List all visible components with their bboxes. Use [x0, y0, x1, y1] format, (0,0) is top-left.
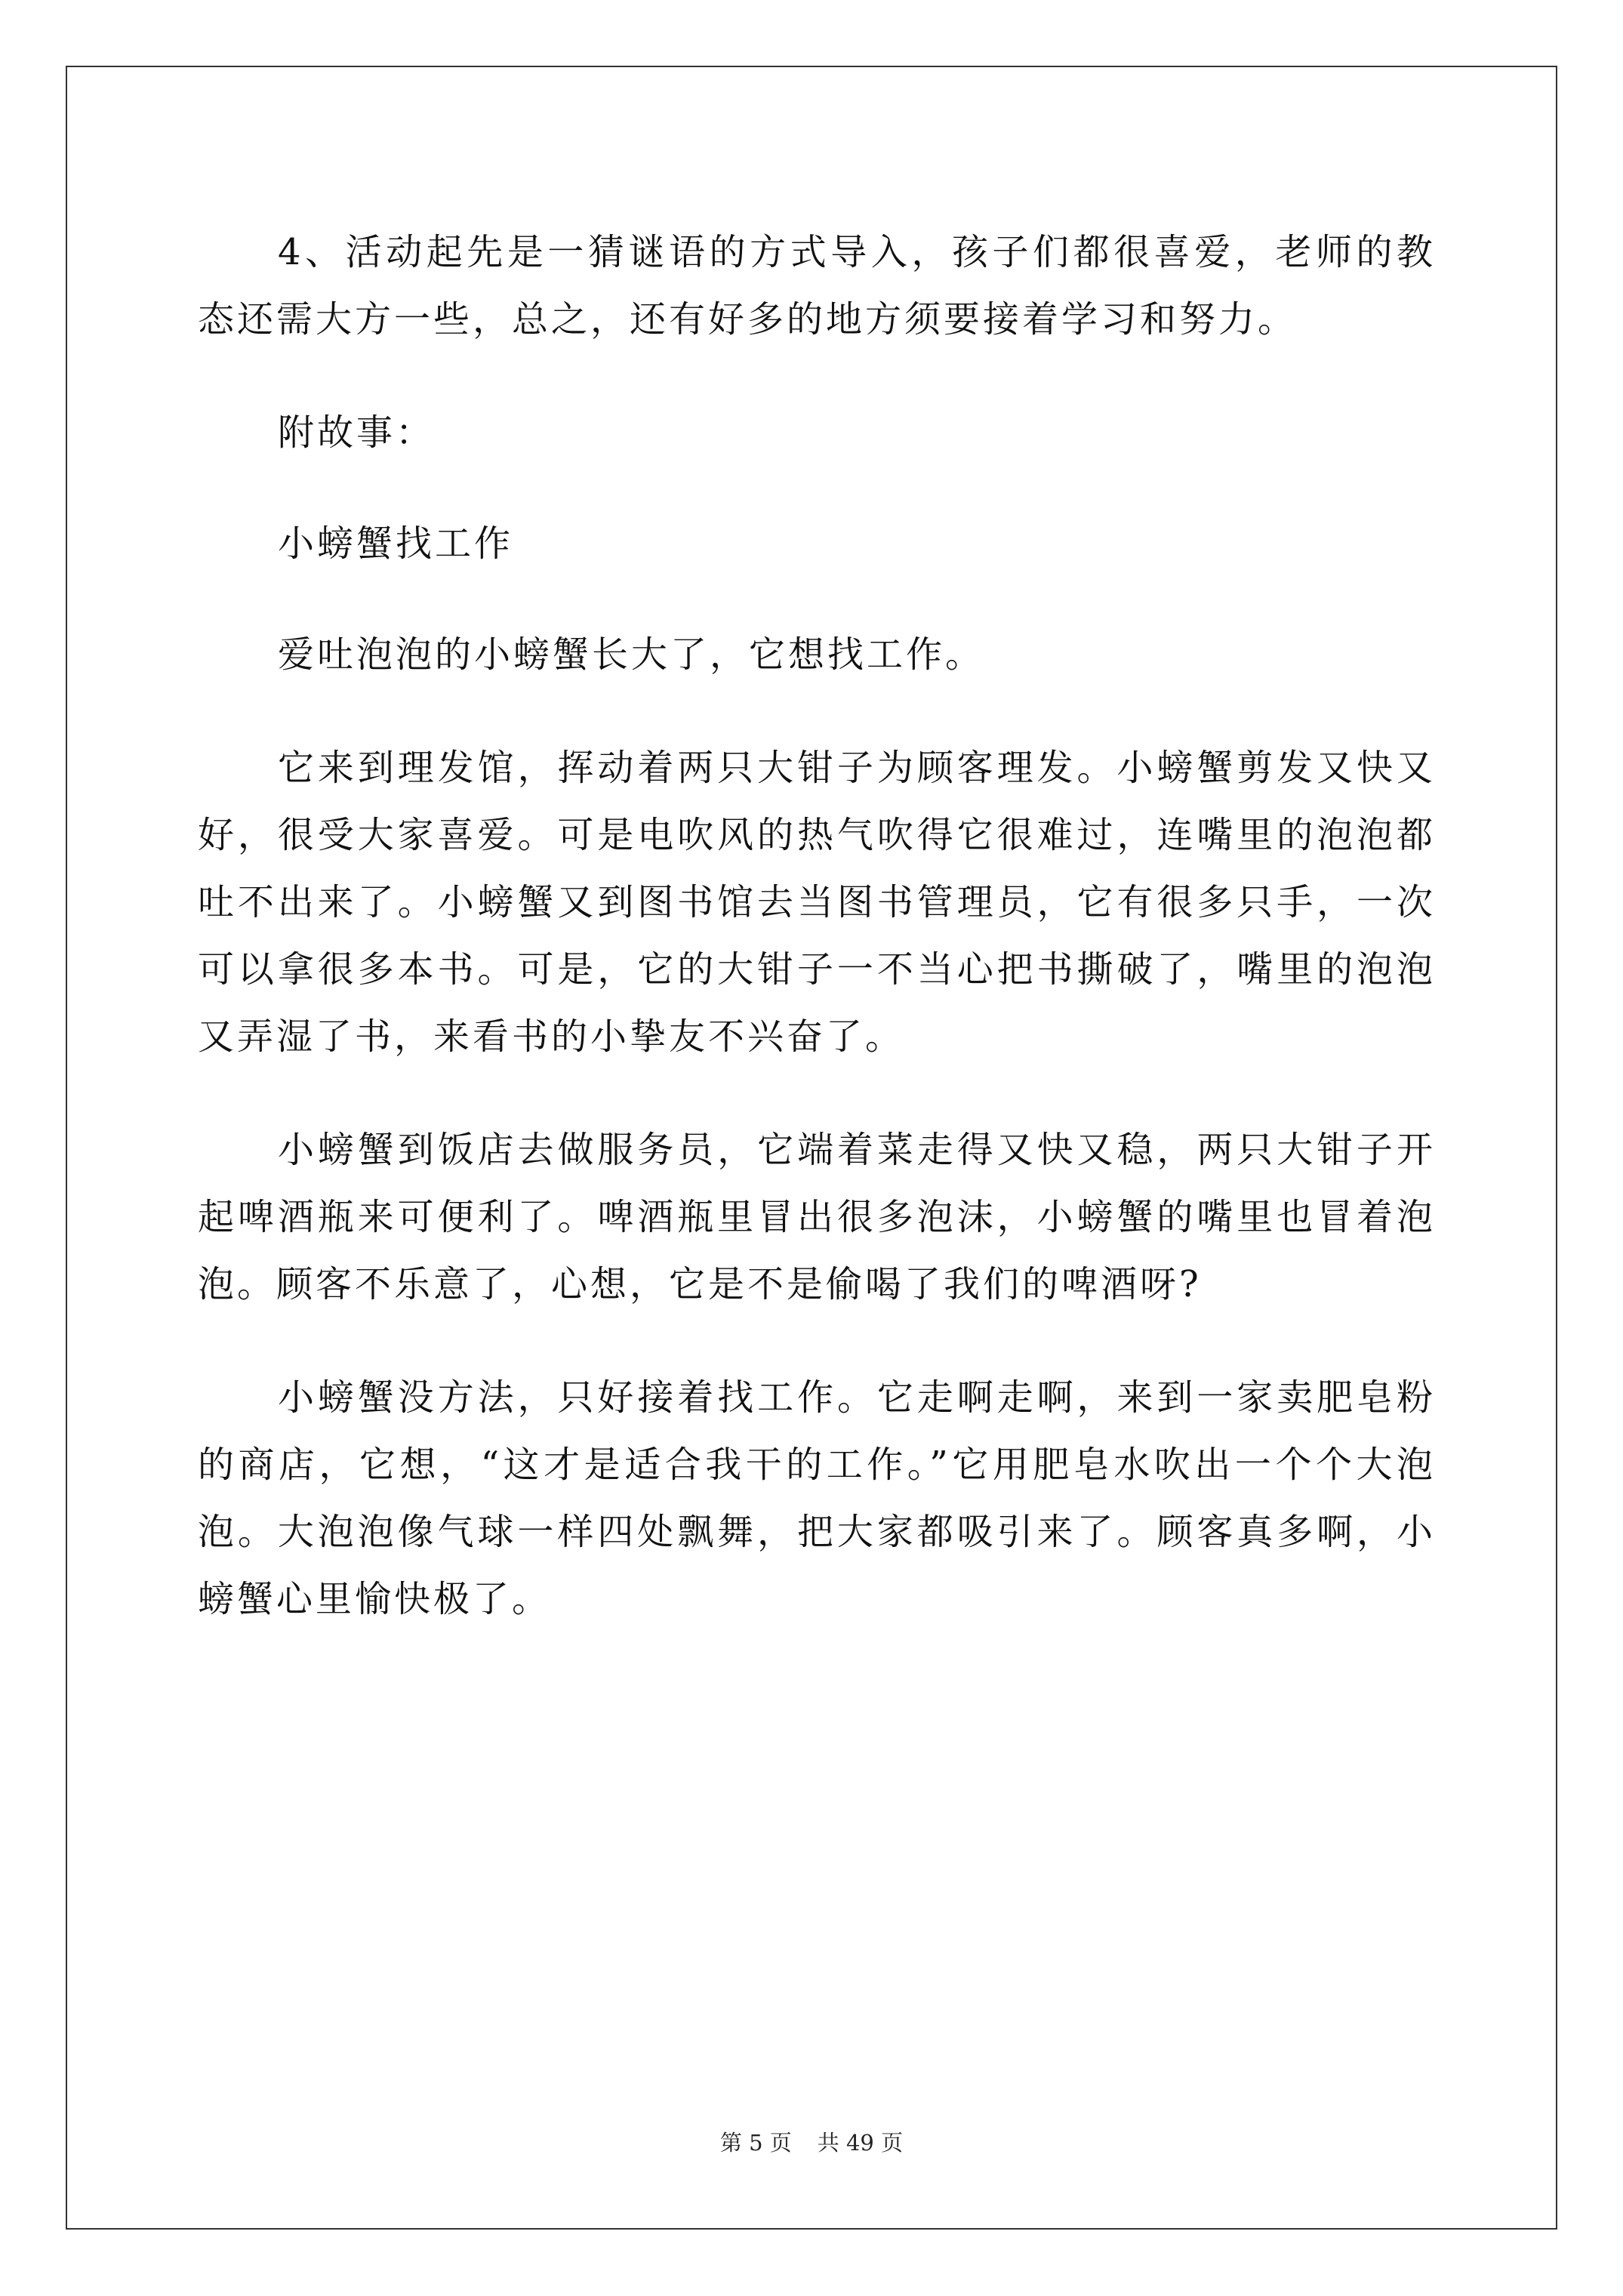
paragraph-story-label: 附故事： [278, 411, 436, 454]
paragraph-soap-shop: 小螃蟹没方法，只好接着找工作。它走啊走啊，来到一家卖肥皂粉的商店，它想，“这才是适合我干的工作。”它用肥皂水吹出一个个大泡泡。大泡泡像气球一样四处飘舞，把大家都吸引来了。顾客真多啊，小螃蟹心里愉快极了。 [198, 1376, 1436, 1620]
page-total: 共 49 页 [817, 2130, 904, 2156]
story-title: 小螃蟹找工作 [278, 522, 514, 565]
page-footer [0, 2129, 1623, 2156]
page-number: 第 5 页 [719, 2130, 792, 2156]
paragraph-restaurant: 小螃蟹到饭店去做服务员，它端着菜走得又快又稳，两只大钳子开起啤酒瓶来可便利了。啤酒瓶里冒出很多泡沫，小螃蟹的嘴里也冒着泡泡。顾客不乐意了，心想，它是不是偷喝了我们的啤酒呀? [198, 1129, 1436, 1305]
paragraph-barber-library: 它来到理发馆，挥动着两只大钳子为顾客理发。小螃蟹剪发又快又好，很受大家喜爱。可是电吹风的热气吹得它很难过，连嘴里的泡泡都吐不出来了。小螃蟹又到图书馆去当图书管理员，它有很多只手，一次可以拿很多本书。可是，它的大钳子一不当心把书撕破了，嘴里的泡泡又弄湿了书，来看书的小挚友不兴奋了。 [198, 747, 1436, 1058]
paragraph-story-intro: 爱吐泡泡的小螃蟹长大了，它想找工作。 [278, 633, 985, 676]
document-body [198, 219, 1436, 1679]
paragraph-reflection: 4、活动起先是一猜谜语的方式导入，孩子们都很喜爱，老师的教态还需大方一些，总之，还有好多的地方须要接着学习和努力。 [198, 231, 1436, 341]
